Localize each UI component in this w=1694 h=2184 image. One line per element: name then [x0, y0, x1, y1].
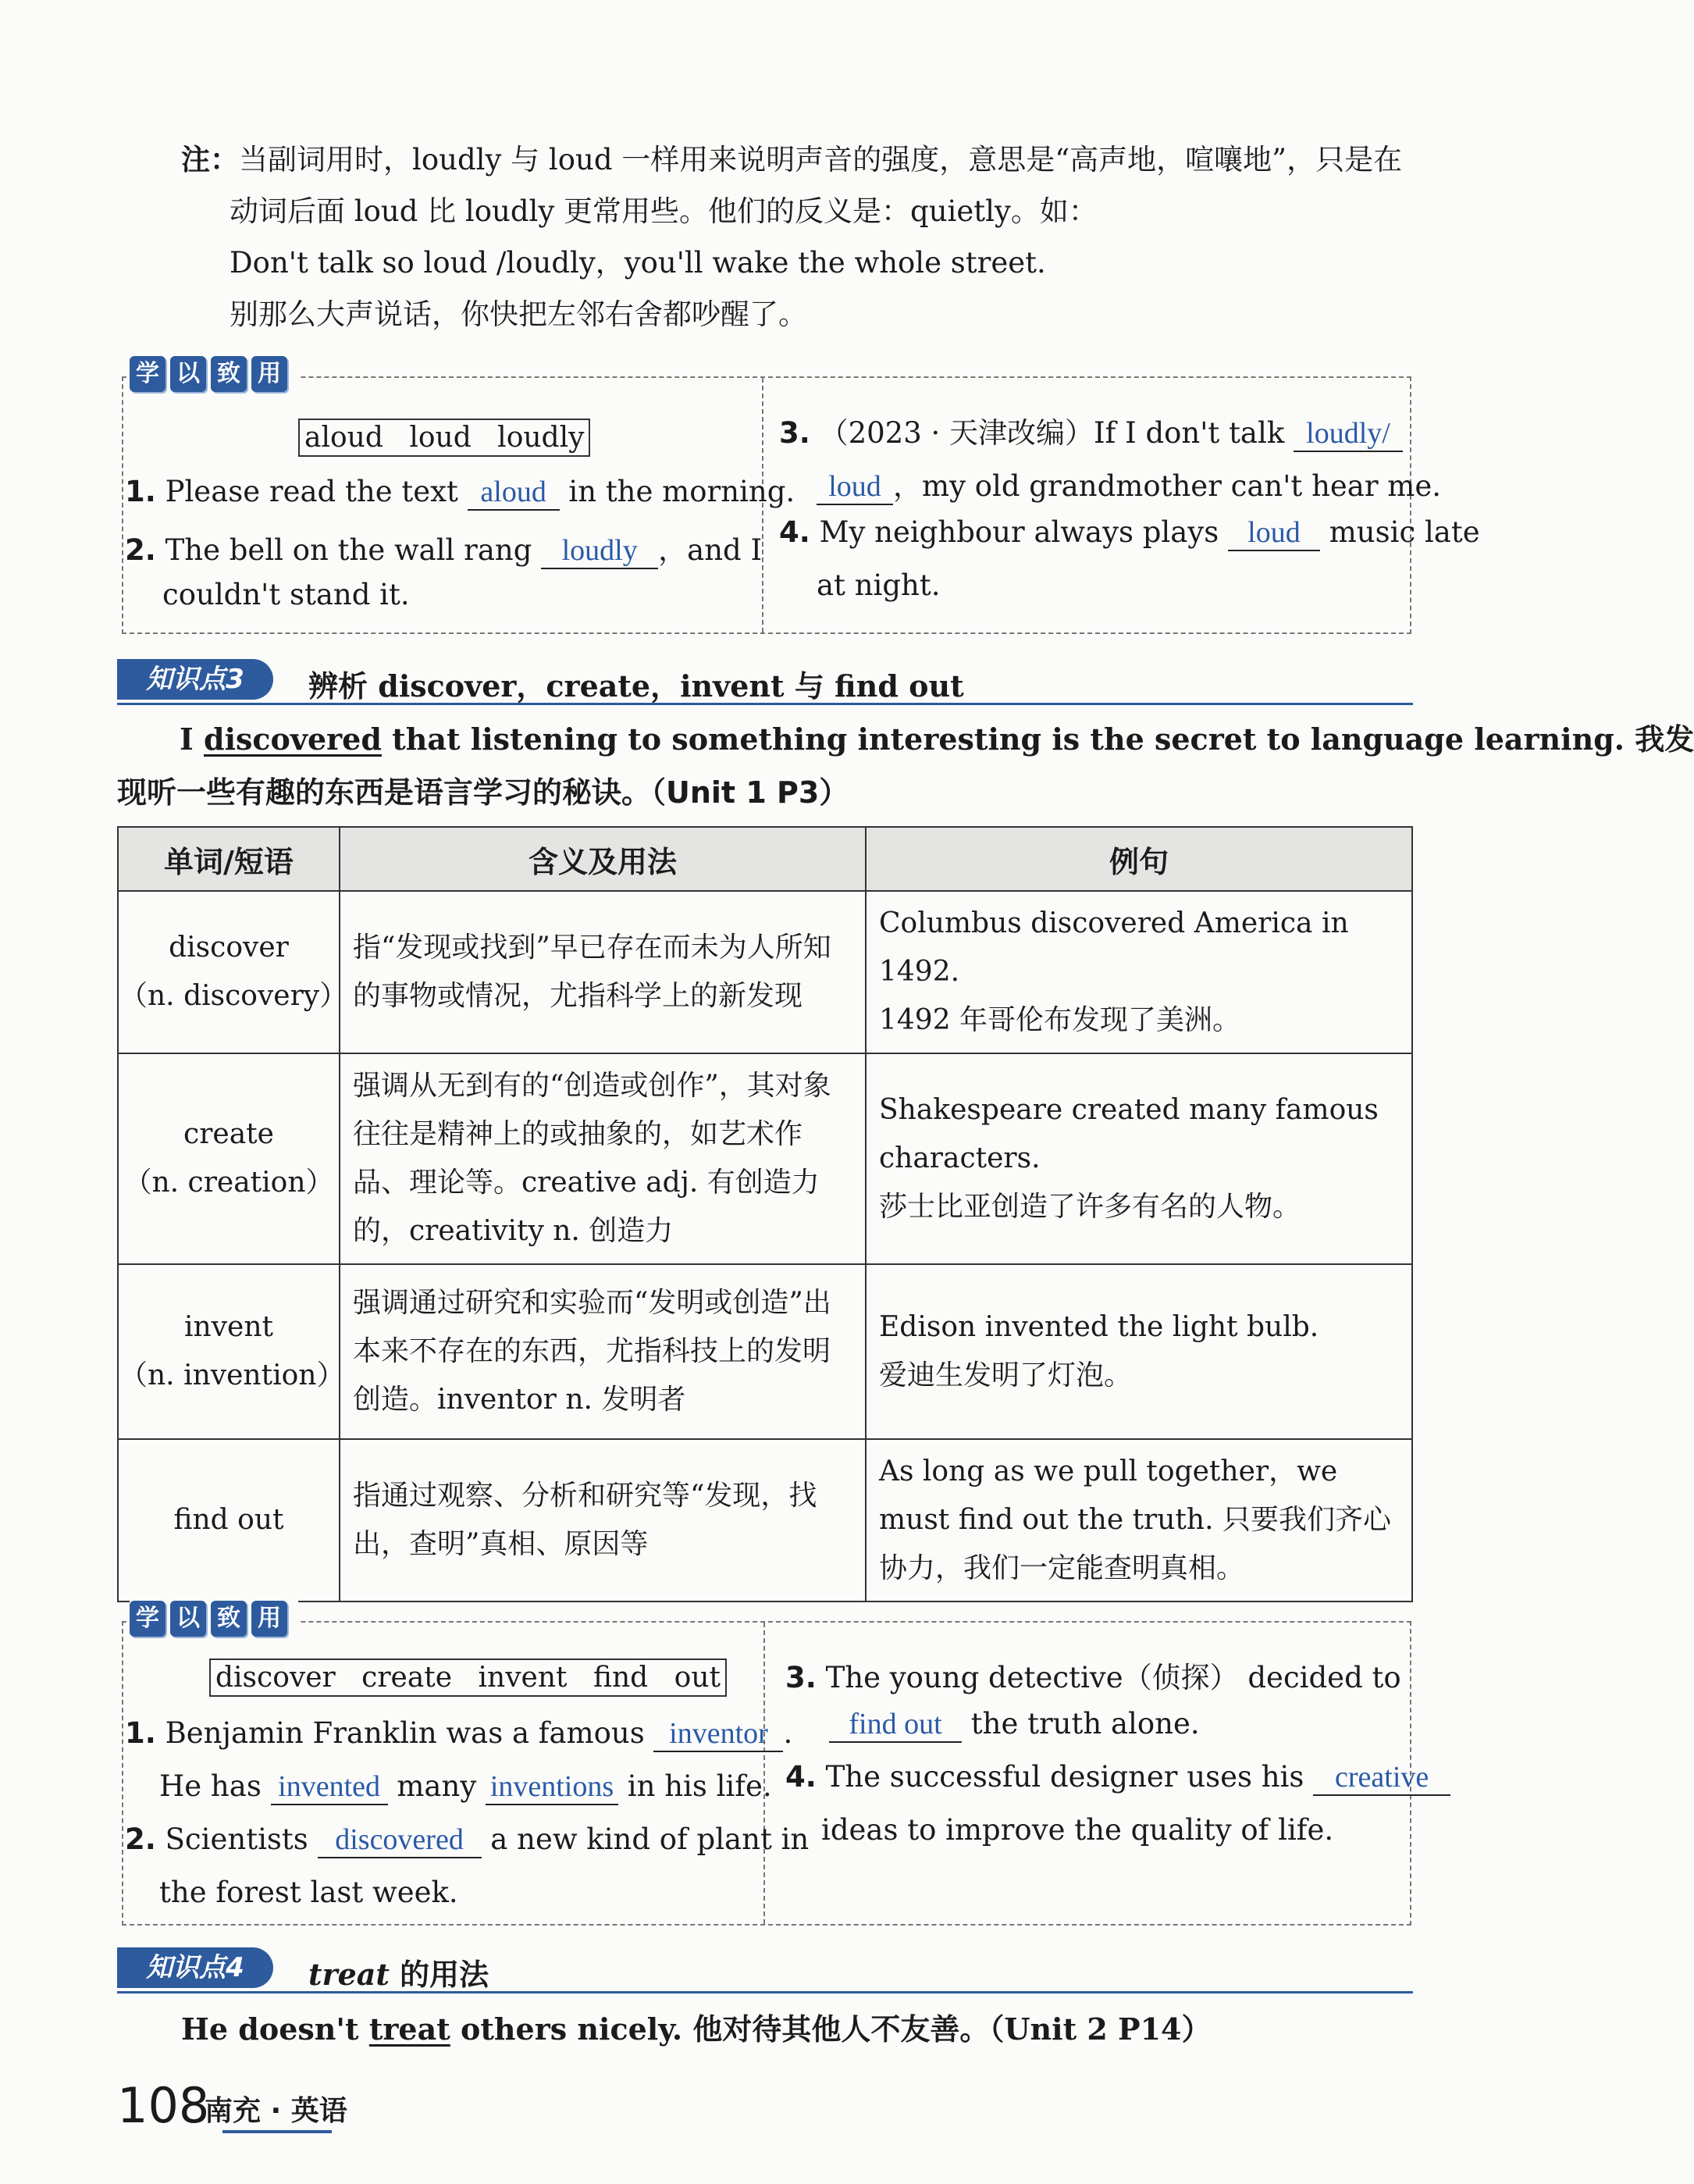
note-paragraph: [181, 134, 1415, 345]
word-cell: discover （n. discovery）: [118, 891, 340, 1053]
note-example-en: Don't talk so loud /loudly，you'll wake the whole street.: [230, 246, 1046, 280]
header-char: 学: [130, 1601, 165, 1637]
knowledge-point-3-header: [117, 656, 1413, 705]
example-cell: Shakespeare created many famous characters. 莎士比亚创造了许多有名的人物。: [866, 1053, 1412, 1264]
usage-cell: 强调从无到有的“创造或创作”，其对象往往是精神上的或抽象的，如艺术作品、理论等。creative adj. 有创造力的，creativity n. 创造力: [340, 1053, 866, 1264]
question-4: 4. The successful designer uses his creative: [785, 1760, 1450, 1796]
answer-blank[interactable]: loudly: [541, 533, 658, 569]
word-box: aloud loud loudly: [298, 419, 590, 457]
question-2: 2. Scientists discovered a new kind of plant in: [125, 1822, 809, 1858]
table-row: [118, 1264, 1412, 1439]
kp4-badge: 知识点4: [117, 1947, 273, 1988]
word-cell: invent （n. invention）: [118, 1264, 340, 1439]
answer-blank[interactable]: loud: [817, 469, 893, 505]
answer-blank[interactable]: inventions: [486, 1769, 618, 1805]
word-cell: create （n. creation）: [118, 1053, 340, 1264]
header-char: 用: [251, 356, 287, 392]
example-cell: Edison invented the light bulb. 爱迪生发明了灯泡。: [866, 1264, 1412, 1439]
note-line-1: 注：当副词用时，loudly 与 loud 一样用来说明声音的强度，意思是“高声地，喧嚷地”，只是在: [181, 143, 1403, 176]
header-char: 以: [170, 1601, 206, 1637]
answer-blank[interactable]: loudly/: [1294, 416, 1403, 452]
answer-blank[interactable]: invented: [271, 1769, 388, 1805]
usage-cell: 强调通过研究和实验而“发明或创造”出本来不存在的东西，尤指科技上的发明创造。inventor n. 发明者: [340, 1264, 866, 1439]
col-header: 单词/短语: [118, 827, 340, 891]
kp4-title: treat 的用法: [308, 1957, 489, 1992]
kp3-badge: 知识点3: [117, 659, 273, 700]
usage-cell: 指“发现或找到”早已存在而未为人所知的事物或情况，尤指科学上的新发现: [340, 891, 866, 1053]
comparison-table: [117, 826, 1413, 1602]
word-box: discover create invent find out: [209, 1658, 727, 1697]
exercise-header: [130, 1601, 298, 1637]
word-cell: find out: [118, 1439, 340, 1601]
col-header: 含义及用法: [340, 827, 866, 891]
question-3: 3. The young detective（侦探） decided to: [785, 1661, 1401, 1694]
answer-blank[interactable]: aloud: [468, 475, 560, 511]
exercise-box-1: [122, 360, 1480, 634]
table-row: [118, 1053, 1412, 1264]
question-1: 1. Please read the text aloud in the morning.: [125, 475, 795, 511]
footer-underline: [222, 2130, 332, 2133]
question-3-cont: loud ，my old grandmother can't hear me.: [817, 462, 1441, 505]
question-3: 3. （2023 · 天津改编）If I don't talk loudly/: [779, 409, 1403, 452]
kp4-sentence: He doesn't treat others nicely. 他对待其他人不友善。（Unit 2 P14）: [181, 2011, 1212, 2047]
question-1: 1. Benjamin Franklin was a famous inventor .: [125, 1716, 792, 1752]
usage-cell: 指通过观察、分析和研究等“发现，找出，查明”真相、原因等: [340, 1439, 866, 1601]
answer-blank[interactable]: inventor: [653, 1716, 783, 1752]
header-char: 学: [130, 356, 165, 392]
footer-label: 南充 · 英语: [205, 2095, 347, 2127]
col-header: 例句: [866, 827, 1412, 891]
header-char: 致: [211, 1601, 247, 1637]
kp3-sentence: I discovered that listening to something interesting is the secret to language learning. 我发: [180, 721, 1694, 757]
question-3-cont: find out the truth alone.: [829, 1707, 1200, 1743]
example-cell: Columbus discovered America in 1492. 1492 年哥伦布发现了美洲。: [866, 891, 1412, 1053]
note-label: 注：: [181, 143, 239, 176]
question-4: 4. My neighbour always plays loud music late: [779, 515, 1480, 551]
question-2: 2. The bell on the wall rang loudly ，and I: [125, 526, 762, 569]
question-4-cont: at night.: [817, 568, 941, 602]
table-row: [118, 1439, 1412, 1601]
question-2-cont: the forest last week.: [159, 1876, 458, 1909]
question-1-cont: He has invented many inventions in his life.: [159, 1769, 772, 1805]
note-line-2: 动词后面 loud 比 loudly 更常用些。他们的反义是：quietly。如：: [230, 194, 1098, 228]
header-char: 用: [251, 1601, 287, 1637]
kp3-sentence-line2: 现听一些有趣的东西是语言学习的秘诀。（Unit 1 P3）: [117, 775, 849, 810]
table-row: [118, 891, 1412, 1053]
kp3-title: 辨析 discover，create，invent 与 find out: [308, 668, 964, 704]
example-cell: As long as we pull together，we must find out the truth. 只要我们齐心协力，我们一定能查明真相。: [866, 1439, 1412, 1601]
header-char: 以: [170, 356, 206, 392]
exercise-box-2: [122, 1605, 1429, 1926]
question-4-cont: ideas to improve the quality of life.: [821, 1813, 1334, 1847]
keyword: discovered: [204, 721, 382, 757]
exercise-header: [130, 356, 298, 392]
question-2-cont: couldn't stand it.: [162, 578, 410, 611]
knowledge-point-4-header: [117, 1944, 1413, 1993]
answer-blank[interactable]: creative: [1313, 1760, 1450, 1796]
answer-blank[interactable]: find out: [829, 1707, 962, 1743]
note-example-cn: 别那么大声说话，你快把左邻右舍都吵醒了。: [230, 297, 807, 331]
answer-blank[interactable]: discovered: [318, 1822, 482, 1858]
answer-blank[interactable]: loud: [1228, 515, 1320, 551]
keyword: treat: [368, 2011, 450, 2047]
page-number: 108: [117, 2077, 210, 2134]
header-char: 致: [211, 356, 247, 392]
table-header-row: [118, 827, 1412, 891]
